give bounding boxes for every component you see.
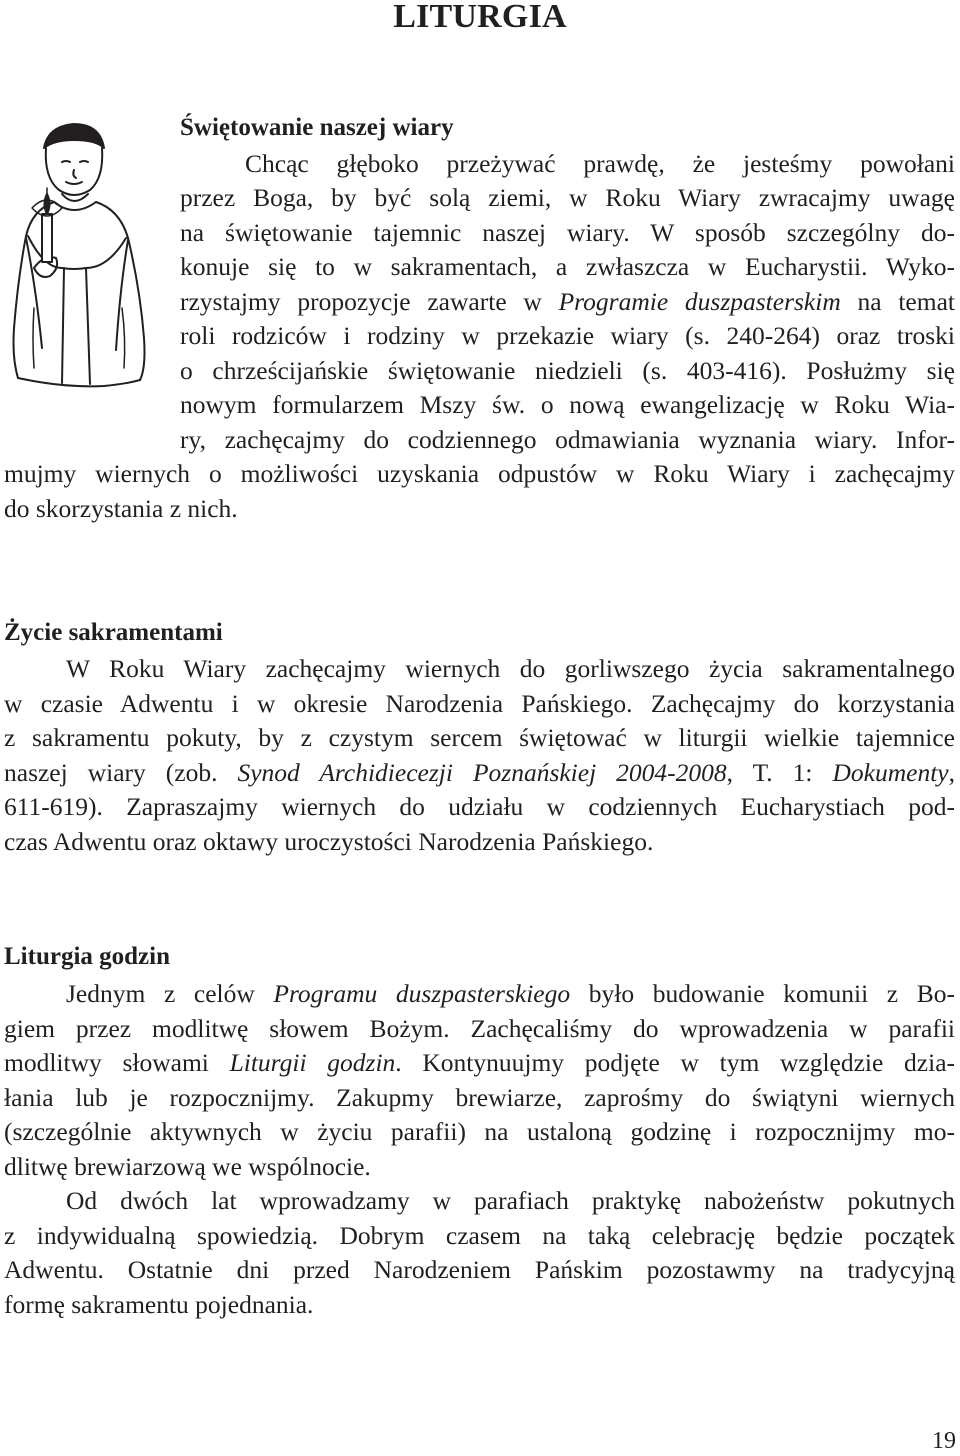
italic-title: Programie duszpasterskim	[558, 287, 841, 316]
text-line: o chrześcijańskie świętowanie niedzieli (s. 403-416). Posłużmy się	[180, 356, 955, 385]
text-line: formę sakramentu pojednania.	[4, 1290, 314, 1319]
section-heading-swietowanie: Świętowanie naszej wiary	[180, 114, 454, 141]
italic-title: Programu duszpasterskiego	[273, 979, 571, 1008]
text-line: z indywidualną spowiedzią. Dobrym czasem na taką celebrację będzie początek	[4, 1221, 955, 1250]
italic-title: Liturgii godzin	[229, 1048, 396, 1077]
page-title: LITURGIA	[393, 0, 567, 35]
text-line: czas Adwentu oraz oktawy uroczystości Narodzenia Pańskiego.	[4, 827, 654, 856]
text-line: (szczególnie aktywnych w życiu parafii) na ustaloną godzinę i rozpocznijmy mo-	[4, 1117, 955, 1146]
text-line: konuje się to w sakramentach, a zwłaszcza w Eucharystii. Wyko-	[180, 252, 955, 281]
altar-server-illustration	[4, 118, 164, 418]
text-line: modlitwy słowami Liturgii godzin. Kontynuujmy podjęte w tym względzie dzia-	[4, 1048, 955, 1077]
text-line: łania lub je rozpocznijmy. Zakupmy brewiarze, zaprośmy do świątyni wiernych	[4, 1083, 955, 1112]
text-line: giem przez modlitwę słowem Bożym. Zachęcaliśmy do wprowadzenia w parafii	[4, 1014, 955, 1043]
text-line: Chcąc głęboko przeżywać prawdę, że jesteśmy powołani	[245, 149, 955, 178]
text-line: dlitwę brewiarzową we wspólnocie.	[4, 1152, 371, 1181]
text-line: z sakramentu pokuty, by z czystym sercem świętować w liturgii wielkie tajemnice	[4, 723, 955, 752]
text-line: W Roku Wiary zachęcajmy wiernych do gorliwszego życia sakramentalnego	[66, 654, 955, 683]
text-line: na świętowanie tajemnic naszej wiary. W sposób szczególny do-	[180, 218, 955, 247]
italic-title: Synod Archidiecezji Poznańskiej 2004-2008	[237, 758, 727, 787]
page-number: 19	[932, 1428, 956, 1454]
text-line: roli rodziców i rodziny w przekazie wiary (s. 240-264) oraz troski	[180, 321, 955, 350]
text-line: przez Boga, by być solą ziemi, w Roku Wiary zwracajmy uwagę	[180, 183, 955, 212]
text-line: 611-619). Zapraszajmy wiernych do udziału w codziennych Eucharystiach pod-	[4, 792, 955, 821]
text-line: Od dwóch lat wprowadzamy w parafiach praktykę nabożeństw pokutnych	[66, 1186, 955, 1215]
text-line: Jednym z celów Programu duszpasterskiego było budowanie komunii z Bo-	[66, 979, 955, 1008]
text-line: Adwentu. Ostatnie dni przed Narodzeniem Pańskim pozostawmy na tradycyjną	[4, 1255, 955, 1284]
text-line: naszej wiary (zob. Synod Archidiecezji Poznańskiej 2004-2008, T. 1: Dokumenty,	[4, 758, 955, 787]
section-heading-liturgia-godzin: Liturgia godzin	[4, 943, 170, 970]
text-line: nowym formularzem Mszy św. o nową ewangelizację w Roku Wia-	[180, 390, 955, 419]
text-line: rzystajmy propozycje zawarte w Programie duszpasterskim na temat	[180, 287, 955, 316]
italic-title: Dokumenty	[832, 758, 949, 787]
section-heading-zycie-sakramentami: Życie sakramentami	[4, 619, 223, 646]
text-line: ry, zachęcajmy do codziennego odmawiania wyznania wiary. Infor-	[180, 425, 955, 454]
text-line: mujmy wiernych o możliwości uzyskania odpustów w Roku Wiary i zachęcajmy	[4, 459, 955, 488]
text-line: w czasie Adwentu i w okresie Narodzenia Pańskiego. Zachęcajmy do korzystania	[4, 689, 955, 718]
text-line: do skorzystania z nich.	[4, 494, 238, 523]
